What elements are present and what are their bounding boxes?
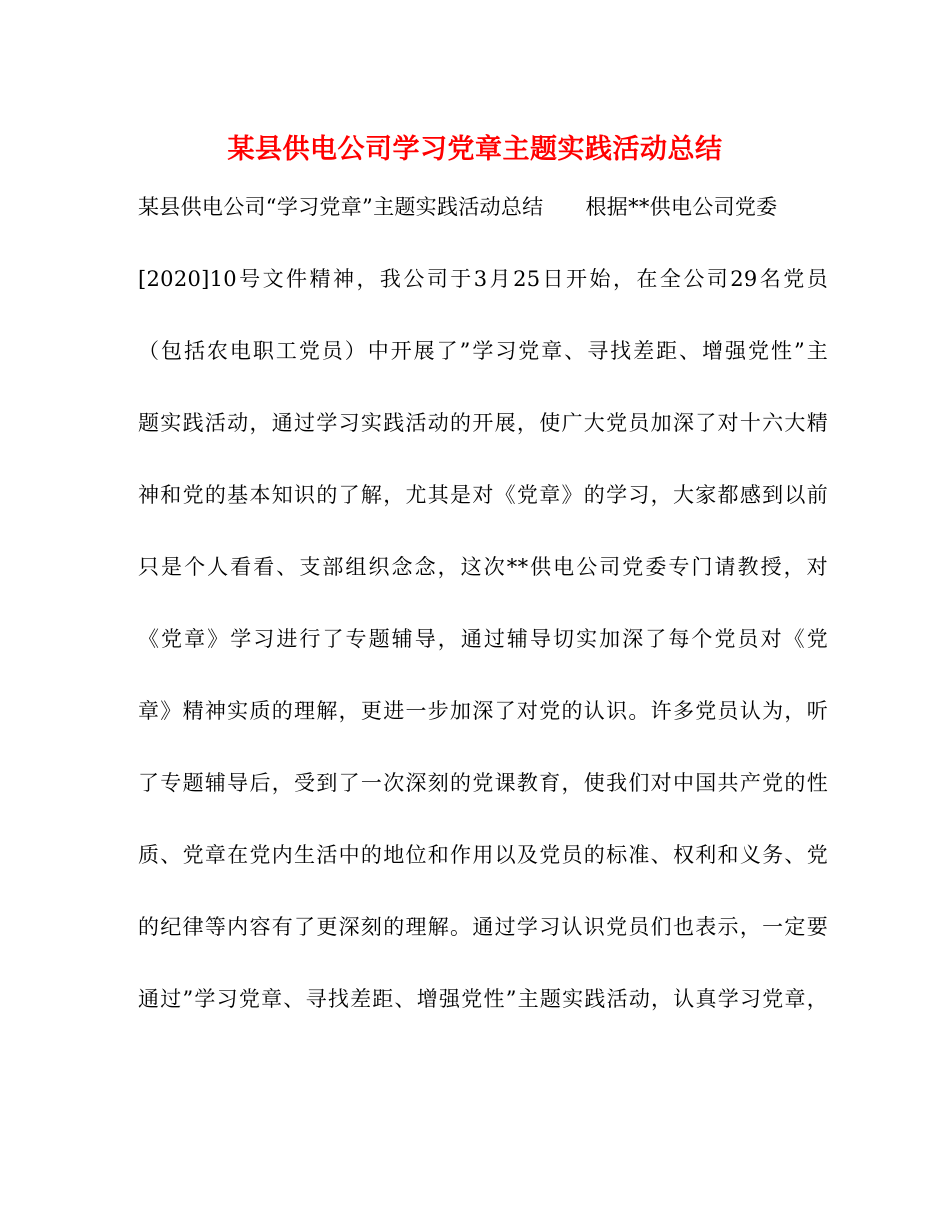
body-line-10: 质、党章在党内生活中的地位和作用以及党员的标准、权利和义务、党 <box>138 843 828 867</box>
body-line-4: 题实践活动，通过学习实践活动的开展，使广大党员加深了对十六大精 <box>138 411 828 435</box>
body-line-12: 通过”学习党章、寻找差距、增强党性”主题实践活动，认真学习党章， <box>138 987 828 1011</box>
body-line-1 <box>138 187 828 259</box>
body-line-3: （包括农电职工党员）中开展了”学习党章、寻找差距、增强党性”主 <box>138 339 828 363</box>
body-line-8: 章》精神实质的理解，更进一步加深了对党的认识。许多党员认为，听 <box>138 699 828 723</box>
document-body <box>138 187 828 1051</box>
body-line-9: 了专题辅导后，受到了一次深刻的党课教育，使我们对中国共产党的性 <box>138 771 828 795</box>
body-line-11: 的纪律等内容有了更深刻的理解。通过学习认识党员们也表示，一定要 <box>138 915 828 939</box>
body-line-1-part-1: 某县供电公司“学习党章”主题实践活动总结 <box>138 195 544 219</box>
body-line-1-part-2: 根据**供电公司党委 <box>585 195 778 219</box>
body-line-6: 只是个人看看、支部组织念念，这次**供电公司党委专门请教授，对 <box>138 555 828 579</box>
body-line-5: 神和党的基本知识的了解，尤其是对《党章》的学习，大家都感到以前 <box>138 483 828 507</box>
body-line-7: 《党章》学习进行了专题辅导，通过辅导切实加深了每个党员对《党 <box>138 627 828 651</box>
document-title: 某县供电公司学习党章主题实践活动总结 <box>227 134 723 165</box>
body-line-2: [2020]10号文件精神，我公司于3月25日开始，在全公司29名党员 <box>138 267 828 291</box>
